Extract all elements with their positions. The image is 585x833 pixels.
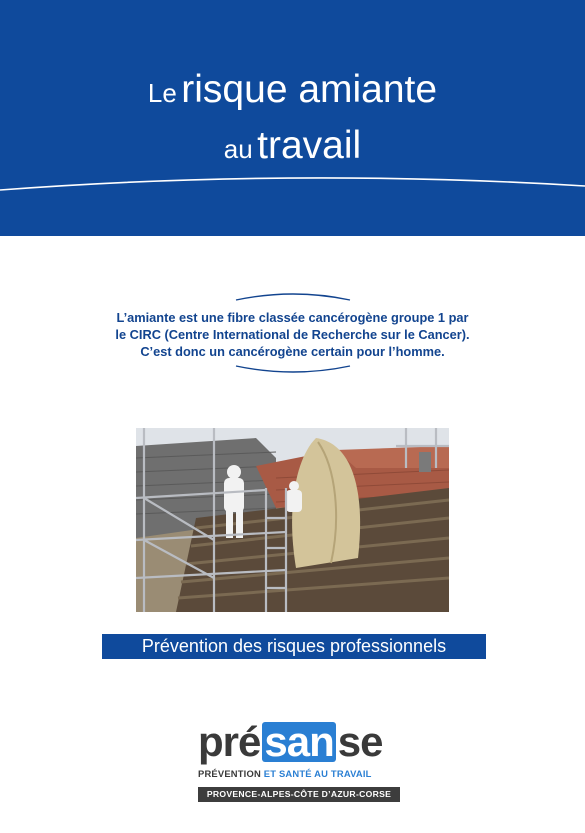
title-word-au: au <box>223 134 253 164</box>
header-band <box>0 0 585 236</box>
title-line-2 <box>0 124 585 168</box>
photo-illustration <box>136 428 449 612</box>
asbestos-removal-worksite-photo <box>136 428 449 612</box>
intro-line-3: C’est donc un cancérogène certain pour l’homme. <box>140 344 445 359</box>
title-words-risque-amiante: risque amiante <box>181 68 438 111</box>
intro-bottom-arc <box>234 364 352 378</box>
intro-line-2: le CIRC (Centre International de Recherche sur le Cancer). <box>115 327 470 342</box>
title-word-travail: travail <box>257 124 362 167</box>
presanse-logo <box>198 718 400 808</box>
header-wave-line <box>0 0 585 236</box>
logo-tagline <box>198 768 400 779</box>
intro-line-1: L’amiante est une fibre classée cancérogène groupe 1 par <box>116 310 469 325</box>
intro-text <box>70 309 515 360</box>
logo-word-san: san <box>264 718 334 765</box>
logo-tagline-a: PRÉVENTION <box>198 768 261 779</box>
title-word-le: Le <box>147 78 177 108</box>
logo-wordmark <box>198 718 382 766</box>
title-line-1 <box>0 68 585 112</box>
logo-word-pre: pré <box>198 718 261 765</box>
logo-word-se: se <box>337 718 383 765</box>
logo-region-bar: PROVENCE-ALPES-CÔTE D’AZUR-CORSE <box>198 787 400 802</box>
intro-top-arc <box>234 288 352 302</box>
logo-tagline-b: ET SANTÉ AU TRAVAIL <box>263 768 372 779</box>
prevention-banner: Prévention des risques professionnels <box>102 634 486 659</box>
